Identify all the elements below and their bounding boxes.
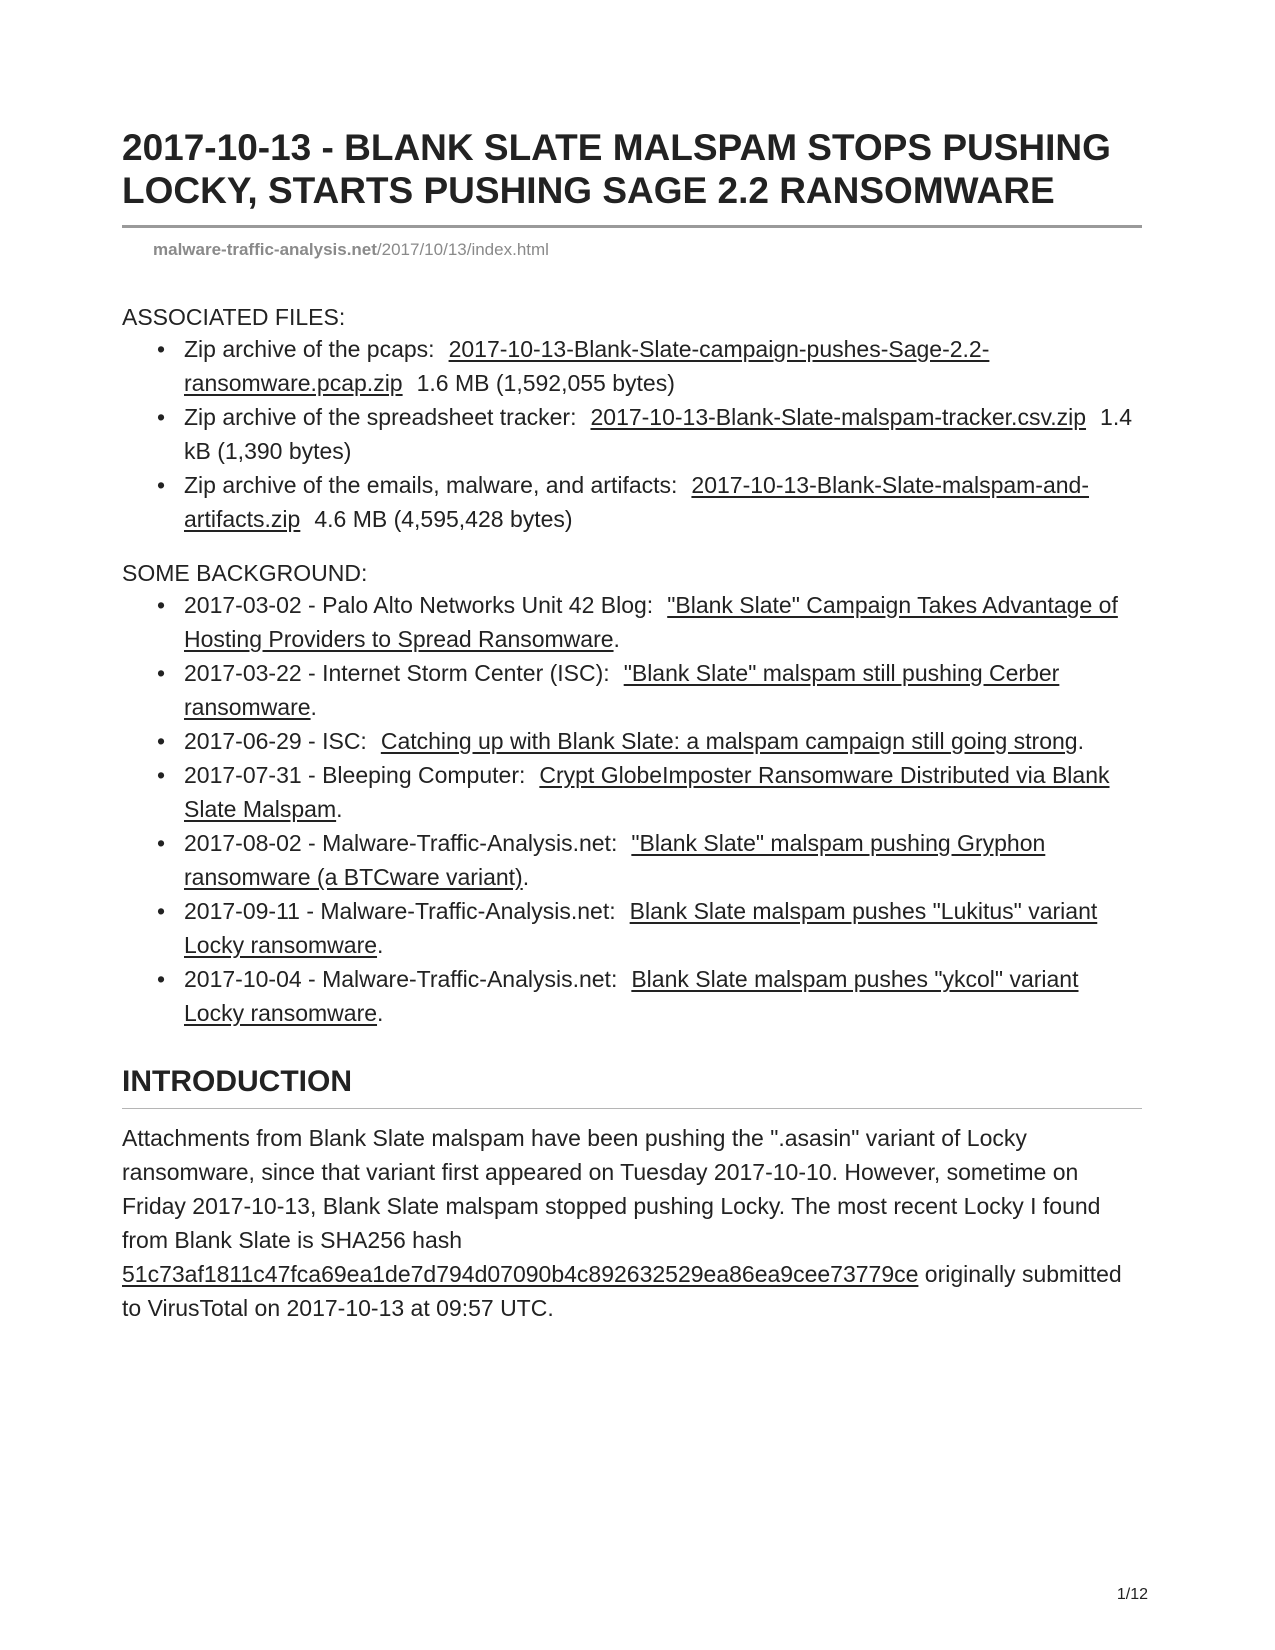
- list-item: [122, 332, 1142, 400]
- background-heading: SOME BACKGROUND:: [122, 560, 368, 586]
- file-description: Zip archive of the pcaps:: [184, 336, 435, 362]
- list-item: [122, 588, 1142, 656]
- document-page: [122, 126, 1142, 1325]
- introduction-heading: INTRODUCTION: [122, 1065, 352, 1098]
- introduction-divider: [122, 1108, 1142, 1109]
- source-path[interactable]: /2017/10/13/index.html: [376, 240, 549, 259]
- reference-link[interactable]: Catching up with Blank Slate: a malspam campaign still going strong: [380, 728, 1078, 754]
- list-item: [122, 468, 1142, 536]
- source-domain[interactable]: malware-traffic-analysis.net: [153, 240, 377, 259]
- reference-suffix: .: [613, 626, 620, 652]
- reference-link[interactable]: "Blank Slate" Campaign Takes Advantage of Hosting Providers to Spread Ransomware: [184, 592, 1118, 652]
- file-size: 1.6 MB (1,592,055 bytes): [416, 370, 675, 396]
- reference-link[interactable]: Blank Slate malspam pushes "ykcol" variant Locky ransomware: [184, 966, 1079, 1026]
- bullet-icon: •: [157, 830, 166, 856]
- page-title: 2017-10-13 - BLANK SLATE MALSPAM STOPS PUSHING LOCKY, STARTS PUSHING SAGE 2.2 RANSOMWARE: [122, 127, 1111, 211]
- introduction-paragraph: [122, 1121, 1142, 1325]
- reference-source: 2017-03-22 - Internet Storm Center (ISC):: [184, 660, 610, 686]
- bullet-icon: •: [157, 898, 166, 924]
- reference-source: 2017-10-04 - Malware-Traffic-Analysis.net:: [184, 966, 618, 992]
- background-list: [122, 588, 1142, 1030]
- reference-suffix: .: [377, 1000, 384, 1026]
- file-description: Zip archive of the spreadsheet tracker:: [184, 404, 577, 430]
- bullet-icon: •: [157, 592, 166, 618]
- reference-suffix: .: [522, 864, 530, 890]
- bullet-icon: •: [157, 404, 166, 430]
- list-item: [122, 724, 1142, 758]
- bullet-icon: •: [157, 966, 166, 992]
- bullet-icon: •: [157, 728, 166, 754]
- reference-suffix: .: [1077, 728, 1084, 754]
- file-download-link[interactable]: 2017-10-13-Blank-Slate-malspam-tracker.csv.zip: [590, 404, 1087, 430]
- reference-link[interactable]: "Blank Slate" malspam still pushing Cerber ransomware: [184, 660, 1060, 720]
- list-item: [122, 826, 1142, 894]
- introduction-text-end: originally submitted to VirusTotal on 2017-10-13 at 09:57 UTC.: [122, 1261, 1122, 1321]
- associated-files-list: [122, 332, 1142, 536]
- list-item: [122, 894, 1142, 962]
- reference-link[interactable]: Blank Slate malspam pushes "Lukitus" variant Locky ransomware: [184, 898, 1098, 958]
- reference-link[interactable]: "Blank Slate" malspam pushing Gryphon ransomware (a BTCware variant): [184, 830, 1046, 890]
- list-item: [122, 656, 1142, 724]
- reference-source: 2017-06-29 - ISC:: [184, 728, 367, 754]
- list-item: [122, 400, 1142, 468]
- title-divider: [122, 225, 1142, 228]
- sha256-hash-link[interactable]: 51c73af1811c47fca69ea1de7d794d07090b4c892632529ea86ea9cee73779ce: [122, 1261, 919, 1287]
- reference-suffix: .: [310, 694, 317, 720]
- file-size: 1.4 kB (1,390 bytes): [184, 404, 1133, 464]
- file-size: 4.6 MB (4,595,428 bytes): [314, 506, 573, 532]
- file-download-link[interactable]: 2017-10-13-Blank-Slate-campaign-pushes-Sage-2.2-ransomware.pcap.zip: [184, 336, 990, 396]
- reference-link[interactable]: Crypt GlobeImposter Ransomware Distributed via Blank Slate Malspam: [184, 762, 1110, 822]
- source-url[interactable]: [153, 240, 1142, 260]
- associated-files-heading: ASSOCIATED FILES:: [122, 304, 346, 330]
- bullet-icon: •: [157, 472, 166, 498]
- reference-suffix: .: [336, 796, 343, 822]
- bullet-icon: •: [157, 336, 166, 362]
- file-description: Zip archive of the emails, malware, and artifacts:: [184, 472, 678, 498]
- reference-suffix: .: [377, 932, 384, 958]
- reference-source: 2017-09-11 - Malware-Traffic-Analysis.net:: [184, 898, 616, 924]
- introduction-text: Attachments from Blank Slate malspam have been pushing the ".asasin" variant of Locky ransomware, since that variant first appeared on Tuesday 2017-10-10. However, sometime on Friday 2017-10-13, Blank Slate malspam stopped pushing Locky. The most recent Locky I found from Blank Slate is SHA256 hash: [122, 1125, 1101, 1253]
- file-download-link[interactable]: 2017-10-13-Blank-Slate-malspam-and-artifacts.zip: [184, 472, 1090, 532]
- list-item: [122, 758, 1142, 826]
- reference-source: 2017-08-02 - Malware-Traffic-Analysis.net:: [184, 830, 618, 856]
- reference-source: 2017-03-02 - Palo Alto Networks Unit 42 Blog:: [184, 592, 654, 618]
- bullet-icon: •: [157, 660, 166, 686]
- list-item: [122, 962, 1142, 1030]
- page-number: 1/12: [1116, 1586, 1148, 1603]
- reference-source: 2017-07-31 - Bleeping Computer:: [184, 762, 526, 788]
- bullet-icon: •: [157, 762, 166, 788]
